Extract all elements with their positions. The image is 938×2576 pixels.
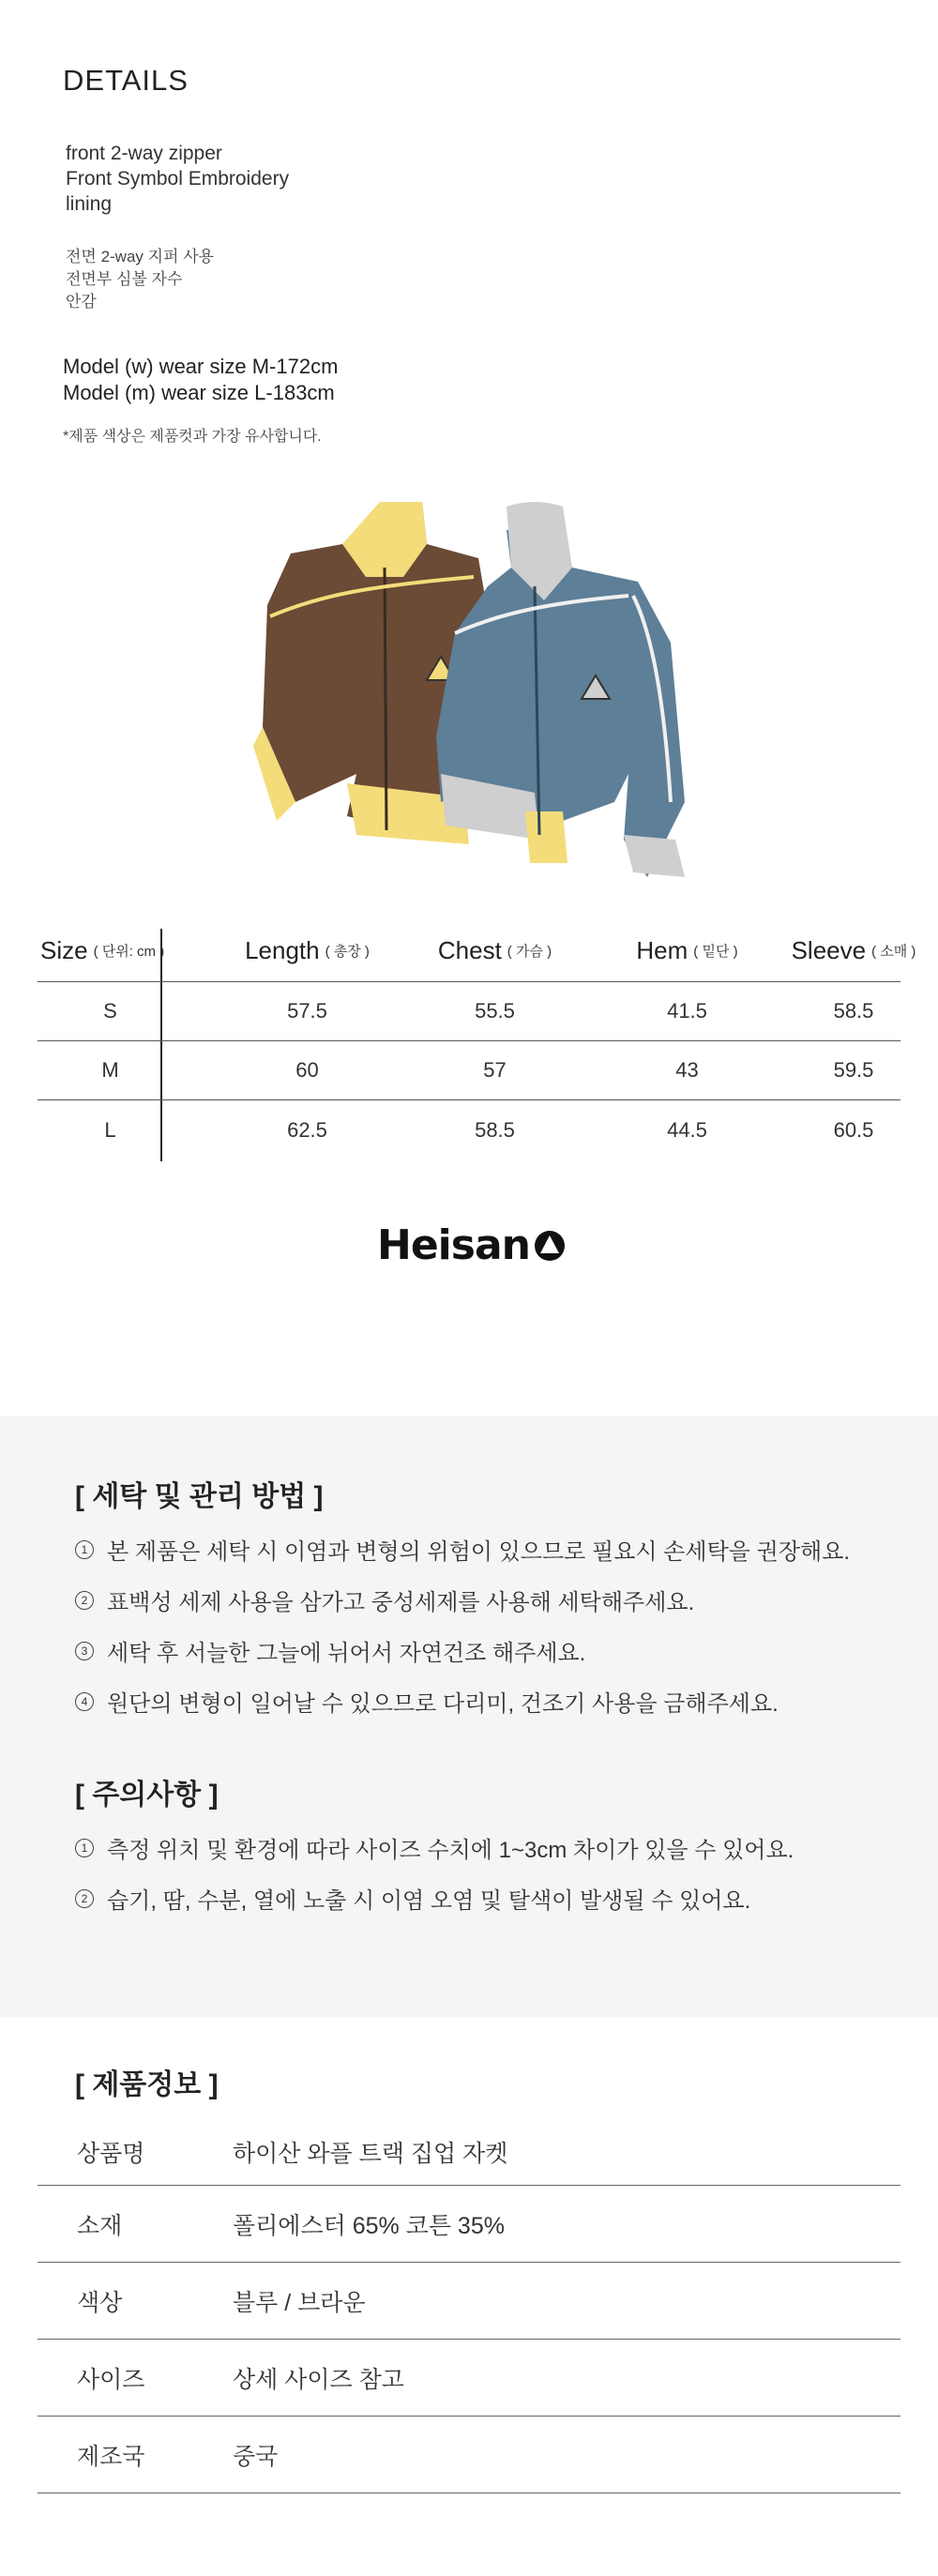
feature-line: Front Symbol Embroidery <box>66 168 290 189</box>
size-cell: M <box>101 1058 119 1082</box>
header-length: Length ( 총장 ) <box>245 935 370 964</box>
details-title: DETAILS <box>63 64 189 97</box>
list-item: 4 원단의 변형이 일어날 수 있으므로 다리미, 건조기 사용을 금해주세요. <box>75 1685 779 1718</box>
info-label: 사이즈 <box>77 2366 145 2393</box>
size-cell: S <box>103 999 117 1023</box>
table-row <box>38 2340 900 2417</box>
care-title: [ 세탁 및 관리 방법 ] <box>75 1481 324 1512</box>
hem-cell: 43 <box>675 1058 699 1082</box>
list-item: 1 측정 위치 및 환경에 따라 사이즈 수치에 1~3cm 차이가 있을 수 있어요. <box>75 1831 794 1864</box>
feature-line: front 2-way zipper <box>66 143 222 164</box>
feature-line: lining <box>66 193 113 215</box>
table-row <box>38 1100 900 1159</box>
table-row <box>38 982 900 1041</box>
length-cell: 57.5 <box>287 999 327 1023</box>
model-size-info <box>63 354 338 406</box>
header-sleeve: Sleeve ( 소매 ) <box>791 935 916 964</box>
number-badge: 1 <box>75 1540 94 1559</box>
feature-line: 전면부 심볼 자수 <box>66 270 183 288</box>
info-value: 중국 <box>233 2443 279 2470</box>
list-item: 1 본 제품은 세탁 시 이염과 변형의 위험이 있으므로 필요시 손세탁을 권장해요. <box>75 1533 850 1566</box>
feature-line: 전면 2-way 지퍼 사용 <box>66 248 215 265</box>
info-label: 제조국 <box>77 2443 145 2470</box>
features-english <box>66 141 289 217</box>
number-badge: 3 <box>75 1642 94 1660</box>
sleeve-cell: 59.5 <box>833 1058 874 1082</box>
table-row <box>38 2118 900 2186</box>
number-badge: 2 <box>75 1889 94 1908</box>
table-row <box>38 1041 900 1100</box>
info-value: 블루 / 브라운 <box>233 2289 366 2316</box>
sleeve-cell: 58.5 <box>833 999 874 1023</box>
product-info-table <box>38 2118 900 2493</box>
info-value: 하이산 와플 트랙 집업 자켓 <box>233 2140 508 2167</box>
info-value: 폴리에스터 65% 코튼 35% <box>233 2212 505 2239</box>
brand-logo <box>375 1214 567 1268</box>
list-item: 2 표백성 세제 사용을 삼가고 중성세제를 사용해 세탁해주세요. <box>75 1583 694 1616</box>
info-label: 색상 <box>77 2289 123 2316</box>
sleeve-cell: 60.5 <box>833 1117 874 1142</box>
table-row <box>38 2186 900 2263</box>
table-row <box>38 2417 900 2493</box>
product-photo <box>253 492 750 891</box>
features-korean <box>66 246 214 313</box>
hem-cell: 44.5 <box>667 1117 707 1142</box>
length-cell: 62.5 <box>287 1117 327 1142</box>
feature-line: 안감 <box>66 293 97 311</box>
info-value: 상세 사이즈 참고 <box>233 2366 404 2393</box>
info-label: 소재 <box>77 2212 123 2239</box>
list-item: 3 세탁 후 서늘한 그늘에 뉘어서 자연건조 해주세요. <box>75 1634 585 1667</box>
header-hem: Hem ( 밑단 ) <box>636 935 738 964</box>
caution-title: [ 주의사항 ] <box>75 1780 219 1811</box>
chest-cell: 57 <box>483 1058 507 1082</box>
size-cell: L <box>104 1117 116 1142</box>
number-badge: 1 <box>75 1839 94 1857</box>
size-table <box>38 919 916 1159</box>
product-info-title: [ 제품정보 ] <box>75 2069 219 2100</box>
model-line: Model (w) wear size M-172cm <box>63 355 339 378</box>
brand-logo-text: Heisan <box>377 1221 530 1268</box>
header-size: Size ( 단위: cm ) <box>40 935 165 964</box>
chest-cell: 58.5 <box>475 1117 515 1142</box>
color-note: *제품 색상은 제품컷과 가장 유사합니다. <box>63 429 322 445</box>
hem-cell: 41.5 <box>667 999 707 1023</box>
table-row <box>38 2263 900 2340</box>
model-line: Model (m) wear size L-183cm <box>63 381 335 404</box>
number-badge: 4 <box>75 1692 94 1711</box>
info-label: 상품명 <box>77 2140 145 2167</box>
number-badge: 2 <box>75 1591 94 1610</box>
length-cell: 60 <box>295 1058 319 1082</box>
size-table-header <box>38 919 916 982</box>
header-chest: Chest ( 가슴 ) <box>437 935 552 964</box>
chest-cell: 55.5 <box>475 999 515 1023</box>
list-item: 2 습기, 땀, 수분, 열에 노출 시 이염 오염 및 탈색이 발생될 수 있어요. <box>75 1882 750 1915</box>
